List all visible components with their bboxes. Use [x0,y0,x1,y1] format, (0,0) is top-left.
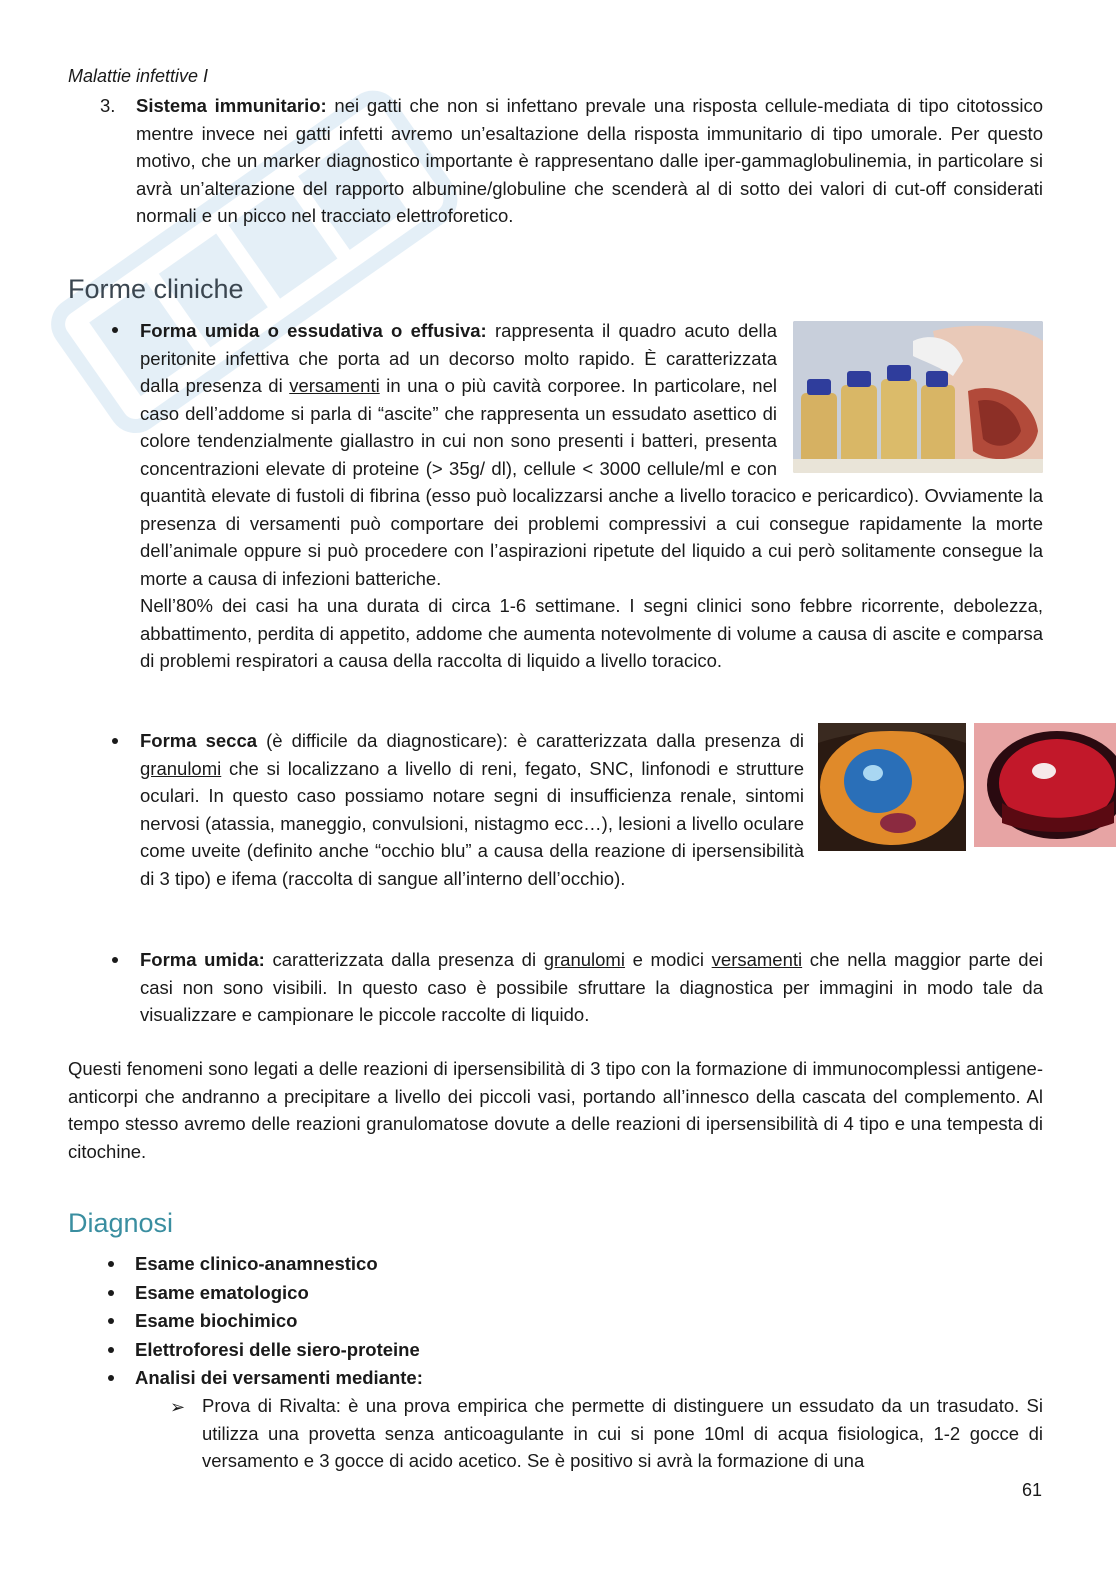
item-label: Forma umida: [140,949,265,970]
item-label: Forma secca [140,730,258,751]
section-heading-diagnosi: Diagnosi [68,1208,174,1238]
arrow-bullet-icon: ➢ [170,1397,186,1417]
item-label: Forma umida o essudativa o effusiva: [140,320,487,341]
ascites-bottles-image [793,321,1043,473]
list-item: Esame clinico-anamnestico [108,1250,423,1279]
list-item: Analisi dei versamenti mediante: [108,1364,423,1393]
diagnosi-list [108,1250,423,1393]
paragraph-summary: Questi fenomeni sono legati a delle reazioni di ipersensibilità di 3 tipo con la formazione di immunocomplessi antigene-anticorpi che andranno a precipitare a livello dei piccoli vasi, portando all’innesco della cascata del complemento. Al tempo stesso avremo delle reazioni granulomatose dovute a delle reazioni di ipersensibilità di 4 tipo e una tempesta di citochine. [68,1058,1043,1162]
bullet [108,1318,114,1324]
sub-item-prova-rivalta: ➢ Prova di Rivalta: è una prova empirica che permette di distinguere un essudato da un trasudato. Si utilizza una provetta senza anticoagulante in cui si pone 10ml di acqua fisiologica, 1-2 gocce di versamento e 3 gocce di acido acetico. Se è positivo si avrà la formazione di una [170,1395,1043,1471]
section-heading-forme-cliniche: Forme cliniche [68,274,244,304]
list-number: 3. [100,95,116,116]
eye-uveitis-image [818,723,966,851]
figure-occhi [818,723,1116,851]
bullet [108,1347,114,1353]
list-item: Elettroforesi delle siero-proteine [108,1336,423,1365]
list-item: Esame ematologico [108,1279,423,1308]
item-text: nei gatti che non si infettano prevale una risposta cellule-mediata di tipo citotossico mentre invece nei gatti infetti avremo un’esaltazione della risposta immunitario di tipo umorale. Per questo motivo, che un marker diagnostico importante è rappresentano dalle iper-gammaglobulinemia, in particolare si avrà un’alterazione del rapporto albumine/globuline che scenderà al di sotto dei valori di cut-off considerati normali e un picco nel tracciato elettroforetico. [136,95,1043,226]
page-number: 61 [1021,1480,1042,1500]
bullet [112,327,118,333]
bullet [108,1261,114,1267]
underlined-term: granulomi [140,757,222,779]
list-item: Esame biochimico [108,1307,423,1336]
paragraph-segni-clinici: Nell’80% dei casi ha una durata di circa 1-6 settimane. I segni clinici sono febbre ricorrente, debolezza, abbattimento, perdita di appetito, addome che aumenta notevolmente di volume a causa di ascite e comparsa di problemi respiratori a causa della raccolta di liquido a livello toracico. [140,595,1043,671]
item-label: Sistema immunitario: [136,95,327,116]
underlined-term: versamenti [711,949,803,970]
bullet [108,1375,114,1381]
bullet [112,738,118,744]
paragraph-forma-essudativa: Forma umida o essudativa o effusiva: rappresenta il quadro acuto della peritonite infettiva che porta ad un decorso molto rapido. È caratterizzata dalla presenza di versamenti in una o più cavità corporee. In particolare, nel caso dell’addome si parla di “ascite” che rappresenta un essudato asettico di colore tendenzialmente giallastro in cui non sono presenti i batteri, presenta concentrazioni elevate di proteine (> 35g/ dl), cellule < 3000 cellule/ml e con quantità elevate di fustoli di fibrina (esso può localizzarsi anche a livello toracico e pericardico). Ovviamente la presenza di versamenti può comportare dei problemi compressivi a cui consegue rapidamente la morte dell’animale oppure si può procedere con l’aspirazioni ripetute del liquido a cui però solitamente consegue la morte a causa di infezioni batteriche. Nell’80% dei casi ha una durata di circa 1-6 settimane. I segni clinici sono febbre ricorrente, debolezza, abbattimento, perdita di appetito, addome che aumenta notevolmente di volume a causa di ascite e comparsa di problemi respiratori a causa della raccolta di liquido a livello toracico. [140,317,1043,675]
underlined-term: granulomi [543,949,625,970]
paragraph-forma-umida: Forma umida: caratterizzata dalla presenza di granulomi e modici versamenti che nella maggior parte dei casi non sono visibili. In questo caso è possibile sfruttare la diagnostica per immagini in modo tale da visualizzare e campionare le piccole raccolte di liquido. [140,949,1043,1025]
underlined-term: versamenti [289,375,380,396]
list-item-sistema-immunitario [100,92,1043,230]
bullet [108,1290,114,1296]
figure-versamenti [793,321,1043,473]
bullet [112,957,118,963]
eye-hyphema-image [974,723,1116,847]
running-header: Malattie infettive I [68,66,209,86]
paragraph-forma-secca: Forma secca (è difficile da diagnosticare): è caratterizzata dalla presenza di granulomi che si localizzano a livello di reni, fegato, SNC, linfonodi e strutture oculari. In questo caso possiamo notare segni di insufficienza renale, sintomi nervosi (atassia, maneggio, convulsioni, nistagmo ecc…), lesioni a livello oculare come uveite (definito anche “occhio blu” a causa della reazione di ipersensibilità di 3 tipo) e ifema (raccolta di sangue all’interno dell’occhio). [140,727,1043,892]
